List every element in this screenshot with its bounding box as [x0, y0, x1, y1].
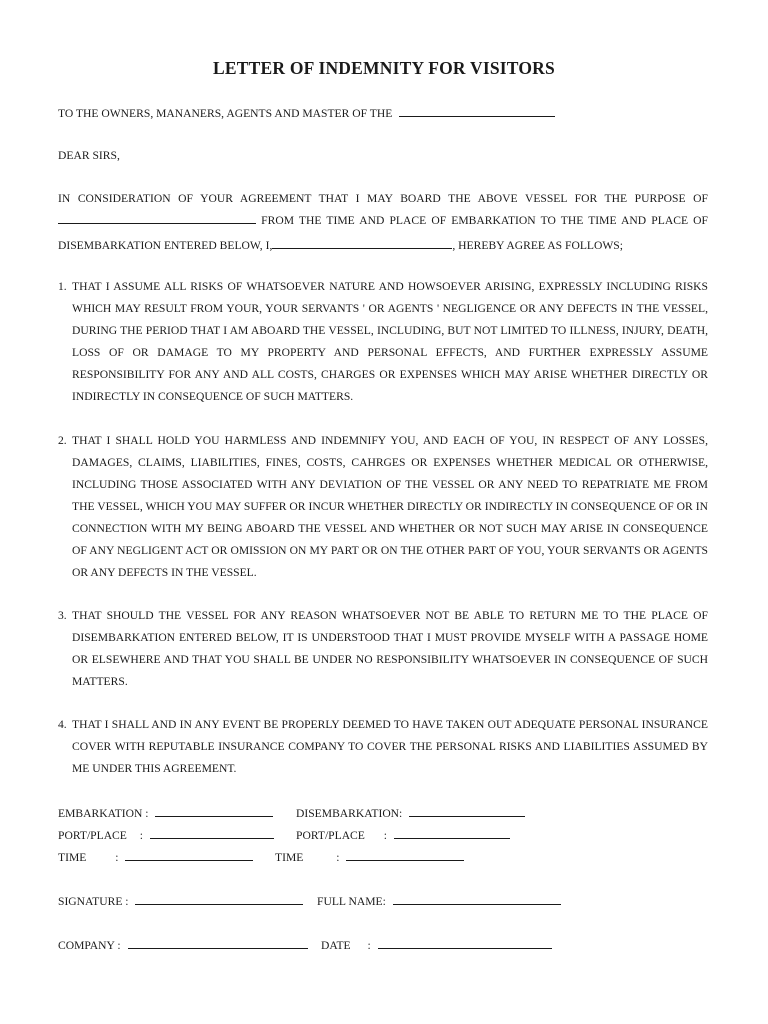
port-place-field[interactable]	[150, 827, 274, 839]
intro-line-2-text: FROM THE TIME AND PLACE OF EMBARKATION TO THE TIME AND PLACE OF	[261, 214, 708, 227]
intro-line-3	[58, 237, 623, 252]
time-field-2[interactable]	[346, 849, 464, 861]
time-row	[58, 849, 253, 864]
date-label: DATE	[321, 939, 351, 952]
port-place-label-2: PORT/PLACE	[296, 829, 365, 842]
signature-row	[58, 893, 303, 908]
time-colon: :	[115, 851, 119, 864]
company-field[interactable]	[128, 937, 308, 949]
clause-number: 2.	[58, 434, 67, 447]
time-label: TIME	[58, 851, 87, 864]
intro-line-3-text-a: DISEMBARKATION ENTERED BELOW, I,	[58, 239, 273, 252]
embarkation-row	[58, 805, 273, 820]
disembarkation-row	[296, 805, 525, 820]
clause-text: THAT I SHALL HOLD YOU HARMLESS AND INDEMNIFY YOU, AND EACH OF YOU, IN RESPECT OF ANY LOSSES, DAMAGES, CLAIMS, LIABILITIES, FINES, COSTS, CAHRGES OR EXPENSES WHETHER MEDICAL OR OTHERWISE, INCLUDING THOSE ASSOCIATED WITH ANY DEVIATION OF THE VESSEL OR ANY NEED TO REPATRIATE ME FROM THE VESSEL, WHICH YOU MAY SUFFER OR INCUR WHETHER DIRECTLY OR INDIRECTLY IN CONSEQUENCE OF OR IN CONNECTION WITH MY BEING ABOARD THE VESSEL AND WHETHER OR NOT SUCH MAY ARISE IN CONSEQUENCE OF ANY NEGLIGENT ACT OR OMISSION ON MY PART OR ON THE OTHER PART OF YOU, YOUR SERVANTS OR AGENTS OR ANY DEFECTS IN THE VESSEL.	[72, 434, 708, 579]
port-place-colon-2: :	[383, 829, 388, 842]
purpose-field[interactable]	[58, 212, 256, 224]
clause-text: THAT I ASSUME ALL RISKS OF WHATSOEVER NATURE AND HOWSOEVER ARISING, EXPRESSLY INCLUDING RISKS WHICH MAY RESULT FROM YOUR, YOUR SERVANTS ' OR AGENTS ' NEGLIGENCE OR ANY DEFECTS IN THE VESSEL, DURING THE PERIOD THAT I AM ABOARD THE VESSEL, INCLUDING, BUT NOT LIMITED TO ILLNESS, INJURY, DEATH, LOSS OF OR DAMAGE TO MY PROPERTY AND PERSONAL EFFECTS, AND FURTHER EXPRESSLY ASSUME RESPONSIBILITY FOR ANY AND ALL COSTS, CHARGES OR EXPENSES WHICH MAY ARISE WHETHER DIRECTLY OR INDIRECTLY IN CONSEQUENCE OF SUCH MATTERS.	[72, 280, 708, 403]
disembarkation-field[interactable]	[409, 805, 525, 817]
clause-2	[58, 430, 708, 584]
signature-label: SIGNATURE :	[58, 895, 129, 908]
time-colon-2: :	[336, 851, 340, 864]
clause-text: THAT SHOULD THE VESSEL FOR ANY REASON WHATSOEVER NOT BE ABLE TO RETURN ME TO THE PLACE OF DISEMBARKATION ENTERED BELOW, IT IS UNDERSTOOD THAT I MUST PROVIDE MYSELF WITH A PASSAGE HOME OR ELSEWHERE AND THAT YOU SHALL BE UNDER NO RESPONSIBILITY WHATSOEVER IN CONSEQUENCE OF SUCH MATTERS.	[72, 609, 708, 688]
port-place-label: PORT/PLACE	[58, 829, 127, 842]
company-label: COMPANY :	[58, 939, 121, 952]
full-name-row	[317, 893, 561, 908]
disembarkation-label: DISEMBARKATION:	[296, 807, 403, 820]
vessel-name-field[interactable]	[399, 105, 555, 117]
clause-number: 4.	[58, 718, 67, 731]
to-line-text: TO THE OWNERS, MANANERS, AGENTS AND MASTER OF THE	[58, 107, 393, 120]
visitor-name-field[interactable]	[272, 237, 452, 249]
intro-line-1: IN CONSIDERATION OF YOUR AGREEMENT THAT I MAY BOARD THE ABOVE VESSEL FOR THE PURPOSE OF	[58, 192, 708, 205]
clause-4	[58, 714, 708, 780]
time-row-2	[275, 849, 464, 864]
embarkation-field[interactable]	[155, 805, 273, 817]
clause-1	[58, 276, 708, 408]
time-label-2: TIME	[275, 851, 304, 864]
clause-3	[58, 605, 708, 693]
port-place-row	[58, 827, 274, 842]
embarkation-label: EMBARKATION :	[58, 807, 149, 820]
port-place-colon: :	[139, 829, 144, 842]
clause-text: THAT I SHALL AND IN ANY EVENT BE PROPERLY DEEMED TO HAVE TAKEN OUT ADEQUATE PERSONAL INSURANCE COVER WITH REPUTABLE INSURANCE COMPANY TO COVER THE PERSONAL RISKS AND LIABILITIES ASSUMED BY ME UNDER THIS AGREEMENT.	[72, 718, 708, 775]
clause-number: 3.	[58, 609, 67, 622]
intro-line-3-text-b: , HEREBY AGREE AS FOLLOWS;	[452, 239, 623, 252]
date-field[interactable]	[378, 937, 552, 949]
full-name-label: FULL NAME:	[317, 895, 386, 908]
signature-field[interactable]	[135, 893, 303, 905]
port-place-field-2[interactable]	[394, 827, 510, 839]
to-line	[58, 105, 555, 120]
port-place-row-2	[296, 827, 510, 842]
full-name-field[interactable]	[393, 893, 561, 905]
company-row	[58, 937, 308, 952]
page-title: LETTER OF INDEMNITY FOR VISITORS	[213, 58, 555, 78]
clause-number: 1.	[58, 280, 67, 293]
date-colon: :	[367, 939, 371, 952]
time-field[interactable]	[125, 849, 253, 861]
intro-line-2	[58, 210, 708, 232]
salutation: DEAR SIRS,	[58, 149, 120, 162]
date-row	[321, 937, 552, 952]
